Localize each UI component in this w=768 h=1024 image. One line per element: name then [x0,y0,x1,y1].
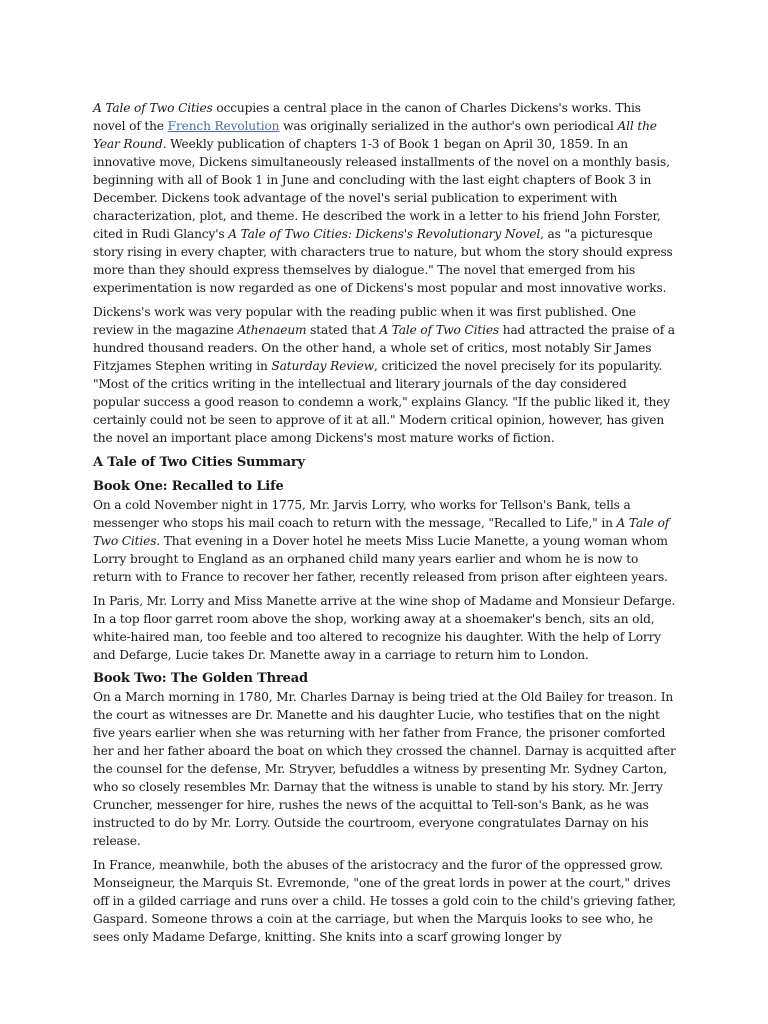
french-revolution-link[interactable]: French Revolution [167,119,280,133]
italic-magazine: Athenaeum [237,323,307,337]
italic-title: A Tale of Two Cities [93,516,670,548]
italic-review: Saturday Review [271,359,375,373]
summary-heading: A Tale of Two Cities Summary [93,455,305,470]
book-two-paragraph-2: In France, meanwhile, both the abuses of the aristocracy and the furor of the oppressed grow. Monseigneur, the Marquis St. Evremonde, "one of the great lords in power at the court," drives off in a gilded carriage and runs over a child. He tosses a gold coin to the child's grieving father, Gaspard. Someone throws a coin at the carriage, but when the Marquis looks to see who, he sees only Madame Defarge, knitting. She knits into a scarf growing longer by [93,858,676,944]
intro-paragraph-1: A Tale of Two Cities occupies a central place in the canon of Charles Dickens's works. This novel of the French Revolution was originally serialized in the author's own periodical All the Year Round. Weekly publication of chapters 1-3 of Book 1 began on April 30, 1859. In an innovative move, Dickens simultaneously released installments of the novel on a monthly basis, beginning with all of Book 1 in June and concluding with the last eight chapters of Book 3 in December. Dickens took advantage of the novel's serial publication to experiment with characterization, plot, and theme. He described the work in a letter to his friend John Forster, cited in Rudi Glancy's A Tale of Two Cities: Dickens's Revolutionary Novel, as "a picturesque story rising in every chapter, with characters true to nature, but whom the story should express more than they should express themselves by dialogue." The novel that emerged from his experimentation is now regarded as one of Dickens's most popular and most innovative works. [93,101,673,295]
book-one-heading: Book One: Recalled to Life [93,479,284,494]
italic-title: A Tale of Two Cities [93,101,213,115]
intro-paragraph-2: Dickens's work was very popular with the reading public when it was first published. One review in the magazine Athenaeum stated that A Tale of Two Cities had attracted the praise of a hundred thousand readers. On the other hand, a whole set of critics, most notably Sir James Fitzjames Stephen writing in Saturday Review, criticized the novel precisely for its popularity. "Most of the critics writing in the intellectual and literary journals of the day considered popular success a good reason to condemn a work," explains Glancy. "If the public liked it, they certainly could not be seen to approve of it at all." Modern critical opinion, however, has given the novel an important place among Dickens's most mature works of fiction. [93,305,675,445]
italic-title: A Tale of Two Cities [379,323,500,337]
book-one-paragraph-2: In Paris, Mr. Lorry and Miss Manette arrive at the wine shop of Madame and Monsieur Defarge. In a top floor garret room above the shop, working away at a shoemaker's bench, sits an old, white-haired man, too feeble and too altered to recognize his daughter. With the help of Lorry and Defarge, Lucie takes Dr. Manette away in a carriage to return him to London. [93,594,676,662]
italic-periodical: All the Year Round [93,119,657,151]
book-two-heading: Book Two: The Golden Thread [93,671,308,686]
book-one-paragraph-1: On a cold November night in 1775, Mr. Jarvis Lorry, who works for Tellson's Bank, tells a messenger who stops his mail coach to return with the message, "Recalled to Life," in A Tale of Two Cities. That evening in a Dover hotel he meets Miss Lucie Manette, a young woman whom Lorry brought to England as an orphaned child many years earlier and whom he is now to return with to France to recover her father, recently released from prison after eighteen years. [93,498,670,584]
document-page [93,99,677,952]
italic-book-title: A Tale of Two Cities: Dickens's Revolutionary Novel [228,227,541,241]
book-two-paragraph-1: On a March morning in 1780, Mr. Charles Darnay is being tried at the Old Bailey for treason. In the court as witnesses are Dr. Manette and his daughter Lucie, who testifies that on the night five years earlier when she was returning with her father from France, the prisoner comforted her and her father aboard the boat on which they crossed the channel. Darnay is acquitted after the counsel for the defense, Mr. Stryver, befuddles a witness by presenting Mr. Sydney Carton, who so closely resembles Mr. Darnay that the witness is unable to stand by his story. Mr. Jerry Cruncher, messenger for hire, rushes the news of the acquittal to Tell-son's Bank, as he was instructed to do by Mr. Lorry. Outside the courtroom, everyone congratulates Darnay on his release. [93,690,676,848]
